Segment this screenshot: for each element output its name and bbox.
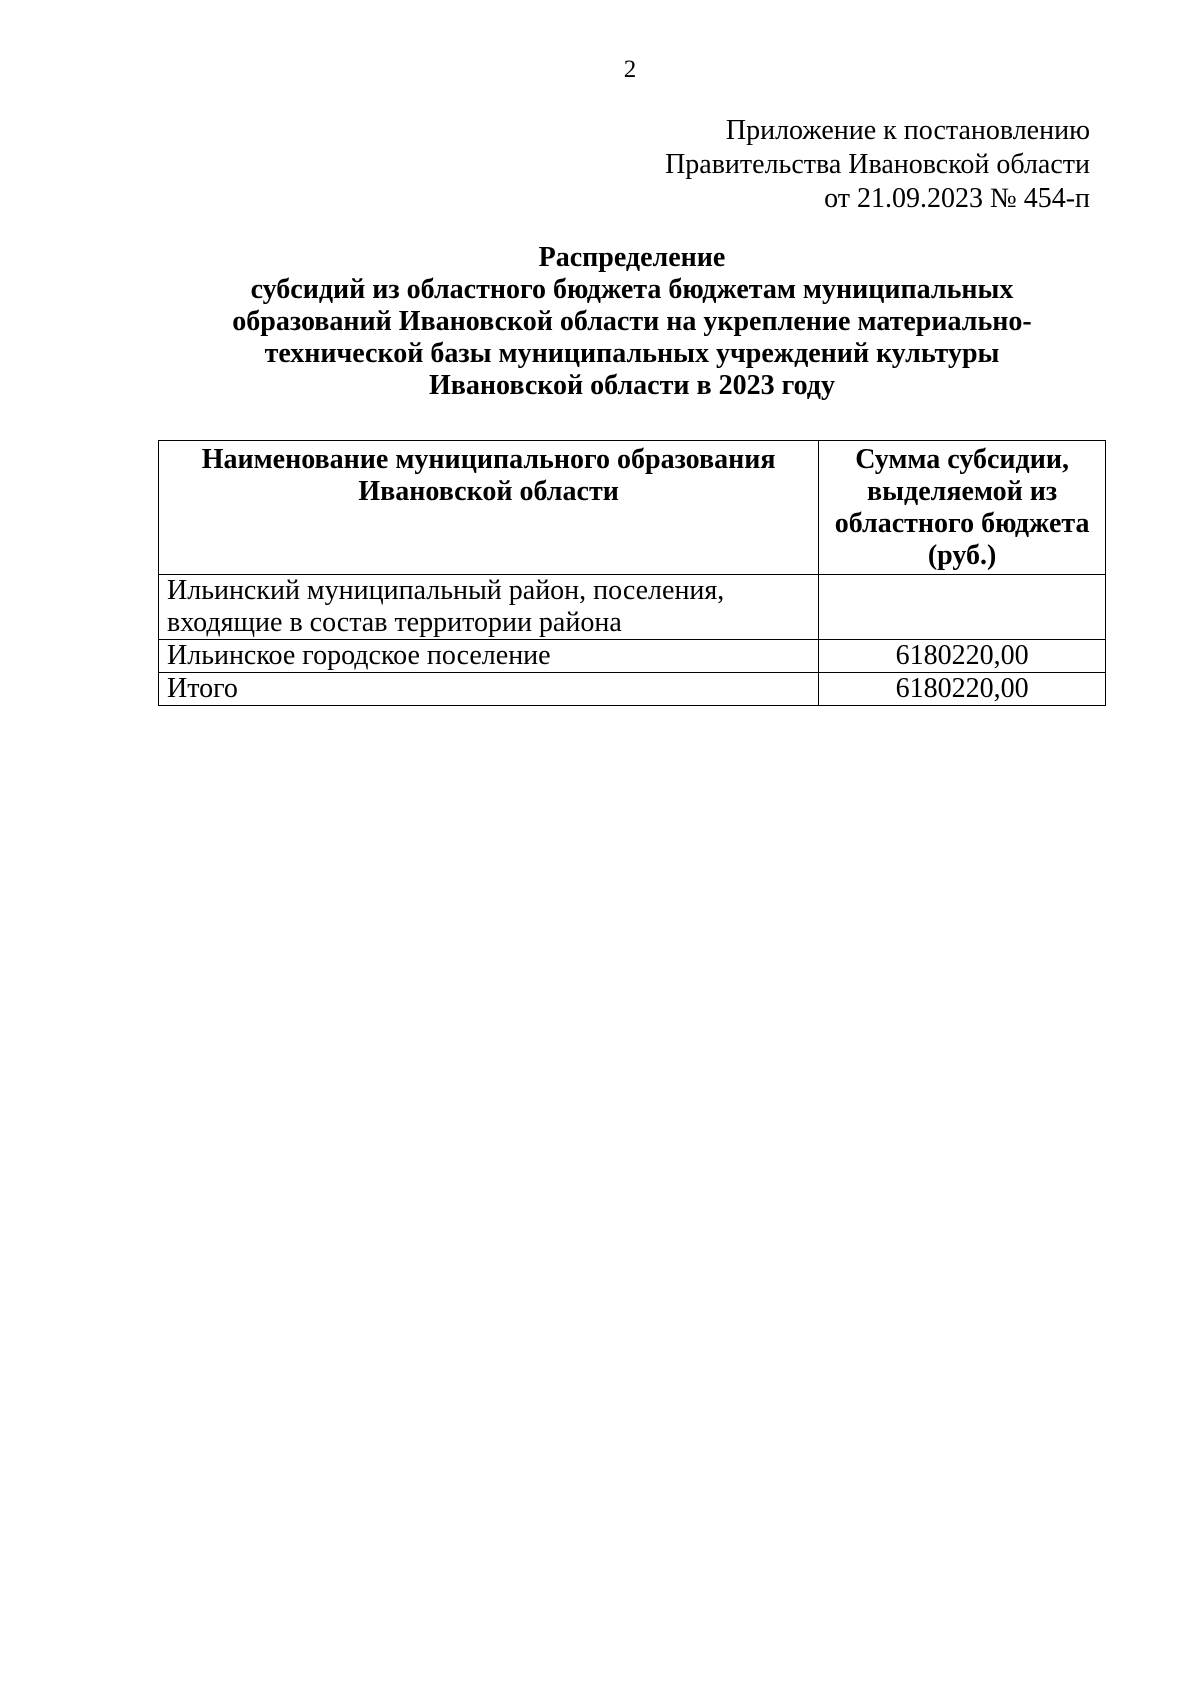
page-number: 2 <box>623 56 637 83</box>
row-name-line-1: Ильинский муниципальный район, поселения, <box>167 575 725 606</box>
table-header-row <box>159 441 1106 575</box>
row-subsidy-amount <box>819 575 1106 640</box>
table-row <box>159 640 1106 673</box>
subsidy-table <box>158 440 1106 706</box>
header-municipality-line-1: Наименование муниципального образования <box>201 444 776 475</box>
title-line-5: Ивановской области в 2023 году <box>429 370 835 401</box>
header-amount-line-1: Сумма субсидии, <box>855 444 1069 475</box>
appendix-reference <box>665 114 1090 216</box>
header-amount-line-3: областного бюджета <box>834 508 1090 539</box>
header-municipality-line-2: Ивановской области <box>358 476 619 507</box>
appendix-line-3: от 21.09.2023 № 454-п <box>824 183 1090 214</box>
appendix-line-2: Правительства Ивановской области <box>665 149 1090 180</box>
title-line-2: субсидий из областного бюджета бюджетам муниципальных <box>250 274 1014 305</box>
title-line-3: образований Ивановской области на укрепление материально- <box>232 306 1032 337</box>
appendix-line-1: Приложение к постановлению <box>725 115 1090 146</box>
total-label: Итого <box>159 673 819 706</box>
document-title <box>160 242 1104 402</box>
row-municipality-name: Ильинское городское поселение <box>159 640 819 673</box>
row-name-line-2: входящие в состав территории района <box>167 607 622 638</box>
header-amount-line-4: (руб.) <box>927 540 997 571</box>
title-line-1: Распределение <box>538 242 726 273</box>
table-total-row <box>159 673 1106 706</box>
row-municipality-name <box>159 575 819 640</box>
row-subsidy-amount: 6180220,00 <box>819 640 1106 673</box>
total-amount: 6180220,00 <box>819 673 1106 706</box>
header-amount-line-2: выделяемой из <box>867 476 1058 507</box>
title-line-4: технической базы муниципальных учреждений культуры <box>264 338 1000 369</box>
header-municipality <box>159 441 819 575</box>
header-subsidy-amount <box>819 441 1106 575</box>
table-row <box>159 575 1106 640</box>
